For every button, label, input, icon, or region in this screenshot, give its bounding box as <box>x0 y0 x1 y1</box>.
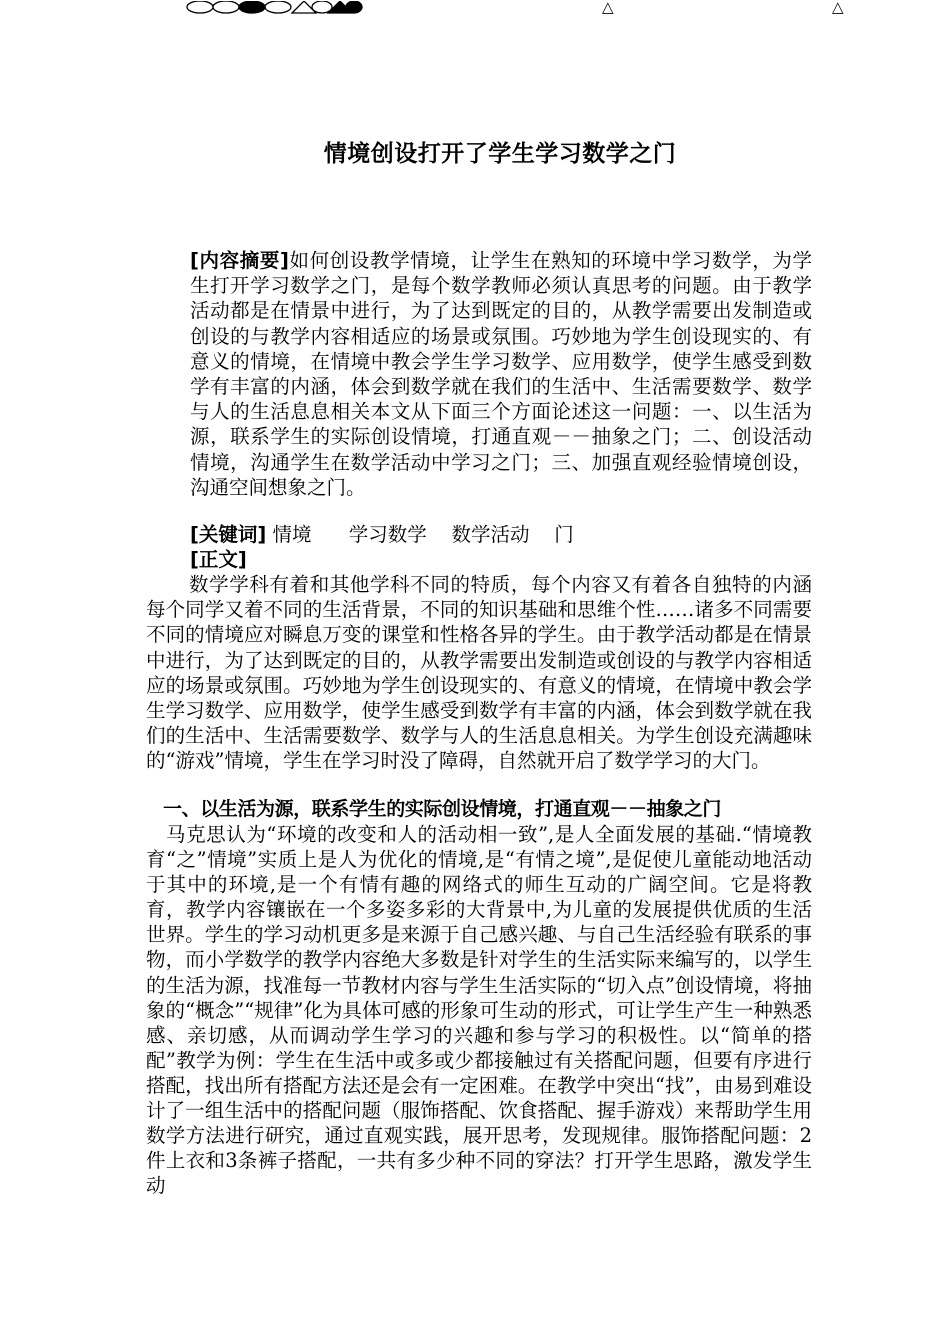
abstract <box>190 248 812 500</box>
triangle-icon: △ <box>602 0 614 16</box>
triangle-icon: △ <box>832 0 844 16</box>
zhengwen-label-text: [正文] <box>190 548 247 571</box>
page-title: 情境创设打开了学生学习数学之门 <box>323 141 677 167</box>
body-section <box>146 572 812 774</box>
keywords-label: [关键词] <box>190 523 267 546</box>
zhengwen-label <box>190 547 247 572</box>
keywords <box>190 522 812 547</box>
shapes-row-icon <box>186 0 366 14</box>
body-section-2 <box>146 822 812 1198</box>
abstract-label: [内容摘要] <box>190 249 289 272</box>
keywords-text: 情境 学习数学 数学活动 门 <box>266 523 574 546</box>
shapes-row-icon-svg <box>186 1 366 15</box>
abstract-text: 如何创设教学情境，让学生在熟知的环境中学习数学，为学生打开学习数学之门，是每个数学教师必须认真思考的问题。由于教学活动都是在情景中进行，为了达到既定的目的，从教学需要出发制造或创设的与教学内容相适应的场景或氛围。巧妙地为学生创设现实的、有意义的情境，在情境中教会学生学习数学、应用数学，使学生感受到数学有丰富的内涵，体会到数学就在我们的生活中、生活需要数学、数学与人的生活息息相关本文从下面三个方面论述这一问题：一、以生活为源，联系学生的实际创设情境，打通直观－－抽象之门；二、创设活动情境，沟通学生在数学活动中学习之门；三、加强直观经验情境创设，沟通空间想象之门。 <box>190 249 812 499</box>
section-heading: 一、以生活为源，联系学生的实际创设情境，打通直观－－抽象之门 <box>163 798 722 820</box>
paragraph: 数学学科有着和其他学科不同的特质，每个内容又有着各自独特的内涵每个同学又着不同的生活背景，不同的知识基础和思维个性……诸多不同需要不同的情境应对瞬息万变的课堂和性格各异的学生。由于教学活动都是在情景中进行，为了达到既定的目的，从教学需要出发制造或创设的与教学内容相适应的场景或氛围。巧妙地为学生创设现实的、有意义的情境，在情境中教会学生学习数学、应用数学，使学生感受到数学有丰富的内涵，体会到数学就在我们的生活中、生活需要数学、数学与人的生活息息相关。为学生创设充满趣味的“游戏”情境，学生在学习时没了障碍，自然就开启了数学学习的大门。 <box>146 573 812 773</box>
paragraph: 马克思认为“环境的改变和人的活动相一致”,是人全面发展的基础.“情境教育“之”情境”实质上是人为优化的情境,是“有情之境”,是促使儿童能动地活动于其中的环境,是一个有情有趣的网络式的师生互动的广阔空间。它是将教育，教学内容镶嵌在一个多姿多彩的大背景中,为儿童的发展提供优质的生活世界。学生的学习动机更多是来源于自己感兴趣、与自己生活经验有联系的事物，而小学数学的教学内容绝大多数是针对学生的生活实际来编写的，以学生的生活为源，找准每一节教材内容与学生生活实际的“切入点”创设情境，将抽象的“概念”“规律”化为具体可感的形象可生动的形式，可让学生产生一种熟悉感、亲切感，从而调动学生学习的兴趣和参与学习的积极性。以“简单的搭配”教学为例：学生在生活中或多或少都接触过有关搭配问题，但要有序进行搭配，找出所有搭配方法还是会有一定困难。在教学中突出“找”，由易到难设计了一组生活中的搭配问题（服饰搭配、饮食搭配、握手游戏）来帮助学生用数学方法进行研究，通过直观实践，展开思考，发现规律。服饰搭配问题：2件上衣和3条裤子搭配，一共有多少种不同的穿法？打开学生思路，激发学生动 <box>146 823 812 1198</box>
